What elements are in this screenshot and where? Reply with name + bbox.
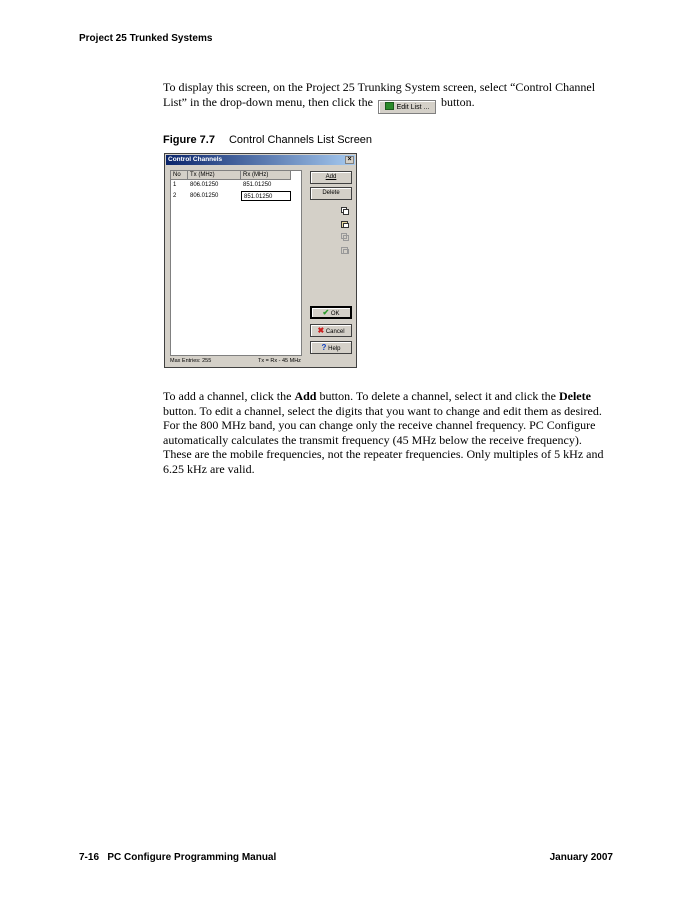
row-1-no[interactable]: 1: [173, 182, 177, 188]
body-text-1: To add a channel, click the: [163, 389, 295, 403]
figure-title: Control Channels List Screen: [228, 134, 373, 146]
row-1-rx[interactable]: 851.01250: [243, 182, 272, 188]
copy-icon[interactable]: [341, 207, 349, 215]
figure-number: Figure 7.7: [163, 134, 215, 146]
column-header-tx[interactable]: Tx (MHz): [188, 171, 241, 180]
running-header: Project 25 Trunked Systems: [79, 33, 213, 44]
close-icon[interactable]: ×: [345, 156, 354, 164]
row-2-rx-editor[interactable]: 851.01250: [241, 191, 291, 201]
status-tx-formula: Tx = Rx - 45 MHz: [258, 358, 301, 364]
page-number: 7-16: [79, 852, 100, 863]
dialog-titlebar: [166, 155, 355, 165]
copy-disabled-icon: [341, 233, 349, 241]
intro-line-2: [163, 95, 613, 114]
body-bold-add: Add: [294, 389, 317, 403]
help-button-label: Help: [328, 346, 341, 352]
intro-paragraph: [163, 80, 613, 114]
add-button[interactable]: [310, 171, 352, 184]
footer-date: January 2007: [549, 852, 613, 863]
figure-caption: [163, 134, 372, 146]
ok-button[interactable]: [310, 306, 352, 319]
intro-line-1: To display this screen, on the Project 25 Trunking System screen, select “Control Channel: [163, 80, 596, 94]
channel-list[interactable]: [170, 170, 302, 356]
intro-line-2-post: button.: [440, 94, 475, 109]
cancel-x-icon: ✖: [317, 326, 325, 335]
body-text-2: button. To delete a channel, select it and click the: [316, 389, 559, 403]
help-question-icon: ?: [321, 343, 327, 352]
dialog-title: Control Channels: [168, 156, 223, 163]
footer-left: [79, 852, 276, 863]
delete-button[interactable]: [310, 187, 352, 200]
body-text-3: button. To edit a channel, select the digits that you want to change and edit them as desired. For the 800 MHz band, you can change only the receive channel frequency. PC Configure automatically calculates the transmit frequency (45 MHz below the receive frequency). These are the mobile frequencies, not the repeater frequencies. Only multiples of 5 kHz and 6.25 kHz are valid.: [163, 403, 604, 476]
ok-button-label: OK: [330, 311, 340, 317]
manual-title: PC Configure Programming Manual: [107, 852, 277, 863]
column-header-rx[interactable]: Rx (MHz): [241, 171, 291, 180]
body-paragraph: [163, 389, 613, 477]
status-max-entries: Max Entries: 255: [170, 358, 212, 364]
checkmark-icon: ✔: [322, 308, 330, 317]
row-2-no[interactable]: 2: [173, 193, 177, 199]
paste-icon[interactable]: [341, 220, 349, 228]
list-icon: [385, 102, 394, 110]
add-button-label: Add: [325, 174, 337, 180]
cancel-button-label: Cancel: [325, 329, 345, 335]
column-header-no[interactable]: No: [171, 171, 188, 180]
intro-line-2-pre: List” in the drop-down menu, then click the: [163, 94, 373, 109]
paste-disabled-icon: [341, 246, 349, 254]
body-bold-delete: Delete: [558, 389, 591, 403]
delete-button-label: Delete: [322, 190, 340, 196]
control-channels-dialog: [164, 153, 357, 368]
row-2-tx[interactable]: 806.01250: [190, 193, 219, 199]
edit-list-button-label: Edit List ...: [396, 103, 430, 111]
edit-list-button-image: [378, 100, 436, 114]
row-1-tx[interactable]: 806.01250: [190, 182, 219, 188]
help-button[interactable]: [310, 341, 352, 354]
cancel-button[interactable]: [310, 324, 352, 337]
